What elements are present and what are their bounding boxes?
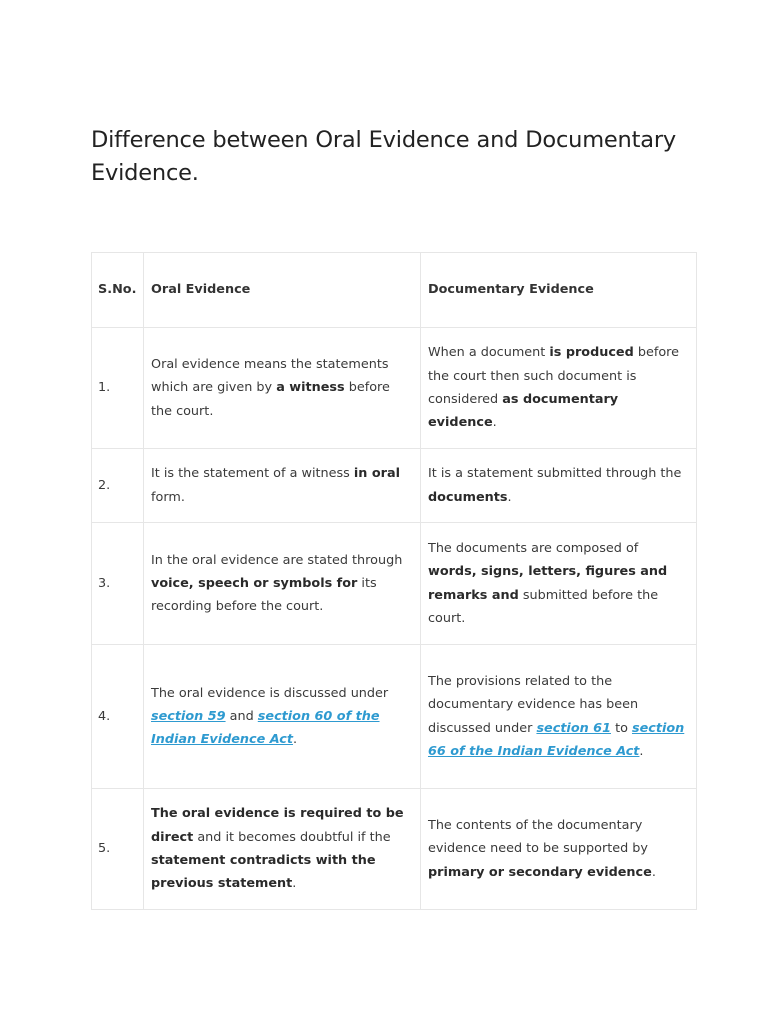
cell-text: When a document <box>428 345 550 361</box>
cell-text: It is the statement of a witness <box>151 466 354 482</box>
cell-text: its recording before the court. <box>151 575 377 615</box>
cell-text: In the oral evidence are stated through <box>151 552 403 568</box>
section-61-link[interactable]: section 61 <box>536 720 611 736</box>
table-row <box>92 449 697 523</box>
header-oral-evidence: Oral Evidence <box>144 253 421 328</box>
cell-text: and it becomes doubtful if the <box>193 829 391 845</box>
header-documentary-evidence: Documentary Evidence <box>421 253 697 328</box>
cell-text: Oral evidence means the statements which are given by <box>151 357 389 396</box>
cell-text: The oral evidence is discussed under <box>151 685 389 701</box>
oral-evidence-cell <box>144 789 421 910</box>
cell-bold-text: as documentary evidence <box>428 392 619 431</box>
cell-bold-text: The oral evidence is required to be direct <box>151 806 404 845</box>
cell-bold-text: documents <box>428 489 508 505</box>
documentary-evidence-cell <box>421 523 697 645</box>
cell-text: The contents of the documentary evidence need to be supported by <box>428 818 649 857</box>
cell-text: to <box>611 720 632 736</box>
documentary-evidence-cell <box>421 328 697 449</box>
cell-text: . <box>639 743 644 759</box>
cell-text: before the court. <box>151 380 390 419</box>
cell-text: . <box>492 415 497 431</box>
section-60-link[interactable]: section 60 of the Indian Evidence Act <box>151 708 380 748</box>
table-row <box>92 328 697 449</box>
oral-evidence-cell <box>144 523 421 645</box>
row-number: 4. <box>92 645 144 789</box>
oral-evidence-cell <box>144 645 421 789</box>
section-59-link[interactable]: section 59 <box>151 708 226 724</box>
row-number: 5. <box>92 789 144 910</box>
cell-bold-text: a witness <box>276 380 345 396</box>
documentary-evidence-cell <box>421 645 697 789</box>
cell-bold-text: statement contradicts with the previous statement <box>151 853 376 892</box>
table-row <box>92 523 697 645</box>
table-row <box>92 645 697 789</box>
table-header-row <box>92 253 697 328</box>
row-number: 2. <box>92 449 144 523</box>
cell-text: before the court then such document is considered <box>428 345 680 407</box>
cell-text: The documents are composed of <box>428 540 639 556</box>
documentary-evidence-cell <box>421 789 697 910</box>
row-number: 3. <box>92 523 144 645</box>
cell-bold-text: primary or secondary evidence <box>428 864 652 880</box>
page-title: Difference between Oral Evidence and Documentary Evidence. <box>91 127 676 186</box>
cell-text: The provisions related to the documentary evidence has been discussed under <box>428 673 639 736</box>
table-row <box>92 789 697 910</box>
section-66-link[interactable]: section 66 of the Indian Evidence Act <box>428 720 685 759</box>
cell-text: and <box>225 708 258 724</box>
cell-bold-text: voice, speech or symbols for <box>151 575 358 591</box>
oral-evidence-cell <box>144 328 421 449</box>
cell-text: . <box>292 732 298 748</box>
header-sno: S.No. <box>92 253 144 328</box>
oral-evidence-cell <box>144 449 421 523</box>
row-number: 1. <box>92 328 144 449</box>
cell-bold-text: words, signs, letters, figures and remarks and <box>428 564 668 603</box>
cell-text: . <box>292 876 297 892</box>
cell-bold-text: in oral <box>353 466 400 482</box>
comparison-table <box>91 252 697 910</box>
cell-text: submitted before the court. <box>428 587 659 626</box>
cell-text: . <box>507 489 512 505</box>
cell-text: . <box>651 864 656 880</box>
cell-text: form. <box>151 489 185 505</box>
documentary-evidence-cell <box>421 449 697 523</box>
cell-text: It is a statement submitted through the <box>428 466 682 482</box>
cell-bold-text: is produced <box>549 345 634 361</box>
